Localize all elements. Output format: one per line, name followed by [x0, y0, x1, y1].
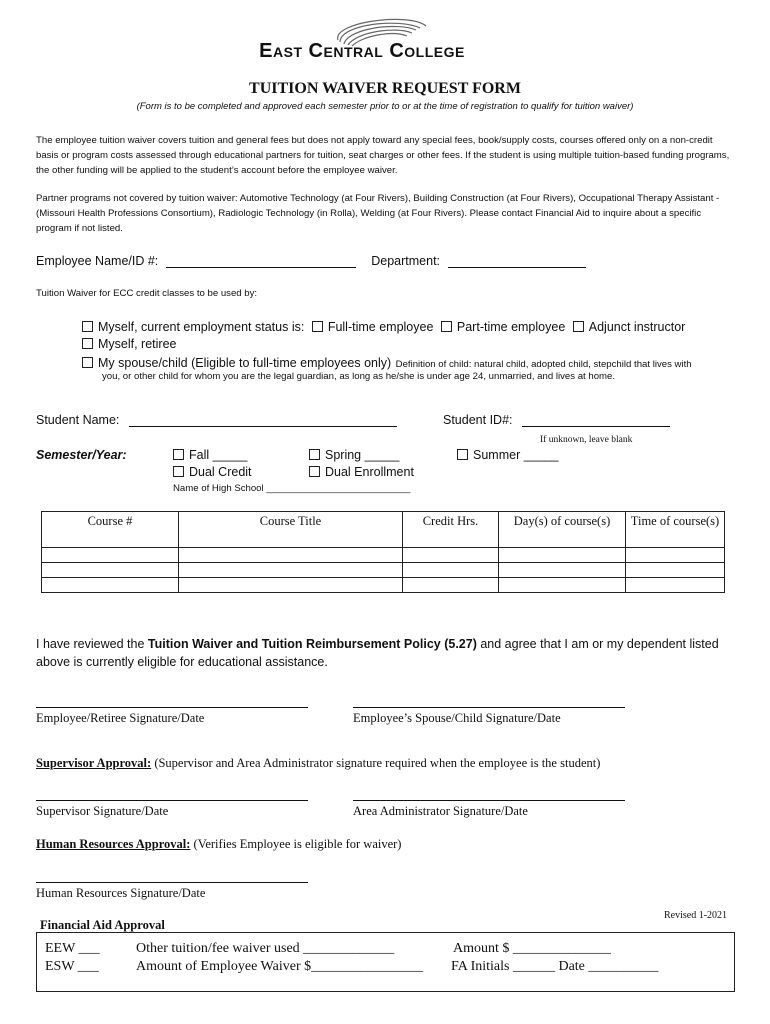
- child-definition-line-2: you, or other child for whom you are the legal guardian, as long as he/she is under age 24, unmarried, and lives at home.: [102, 371, 616, 382]
- student-name-field[interactable]: [129, 426, 397, 427]
- cell-course-number[interactable]: [42, 548, 179, 563]
- high-school-field[interactable]: Name of High School ___________________________: [173, 483, 411, 494]
- cell-days[interactable]: [499, 548, 626, 563]
- cell-course-number[interactable]: [42, 563, 179, 578]
- spouse-signature-line[interactable]: [353, 707, 625, 708]
- agreement-pre: I have reviewed the: [36, 637, 148, 651]
- part-time-label: Part-time employee: [456, 320, 566, 334]
- student-id-note: If unknown, leave blank: [540, 435, 633, 445]
- supervisor-signature-label: Supervisor Signature/Date: [36, 804, 169, 818]
- spouse-signature-label: Employee’s Spouse/Child Signature/Date: [353, 711, 561, 725]
- policy-name: Tuition Waiver and Tuition Reimbursement Policy (5.27): [147, 637, 477, 651]
- table-row: [42, 548, 725, 563]
- hr-signature-line[interactable]: [36, 882, 308, 883]
- supervisor-approval-note: (Supervisor and Area Administrator signature required when the employee is the student): [151, 756, 601, 770]
- header-course-title: Course Title: [179, 512, 403, 548]
- supervisor-signature-line[interactable]: [36, 800, 308, 801]
- summer-option: [457, 448, 558, 462]
- summer-label: Summer _____: [473, 448, 559, 462]
- myself-current-checkbox[interactable]: [82, 321, 93, 332]
- employee-name-label: Employee Name/ID #:: [36, 254, 159, 268]
- myself-current-label: Myself, current employment status is:: [98, 320, 305, 334]
- summer-checkbox[interactable]: [457, 449, 468, 460]
- department-field[interactable]: [448, 267, 586, 268]
- cell-credit-hours[interactable]: [403, 548, 499, 563]
- dual-credit-label: Dual Credit: [189, 465, 252, 479]
- table-row: [42, 578, 725, 593]
- fall-option: [173, 448, 247, 462]
- student-id-field[interactable]: [522, 426, 670, 427]
- cell-time[interactable]: [626, 563, 725, 578]
- spring-label: Spring _____: [325, 448, 400, 462]
- department-label: Department:: [371, 254, 441, 268]
- child-definition-line-1: Definition of child: natural child, adopted child, stepchild that lives with: [395, 359, 692, 370]
- course-table-header: [42, 512, 725, 548]
- cell-course-number[interactable]: [42, 578, 179, 593]
- student-id-row: [443, 413, 670, 427]
- esw-field[interactable]: ESW ___: [45, 959, 99, 974]
- full-time-label: Full-time employee: [327, 320, 434, 334]
- option-retiree: [82, 337, 177, 351]
- header-time: Time of course(s): [626, 512, 725, 548]
- fall-label: Fall _____: [189, 448, 248, 462]
- student-name-row: [36, 413, 397, 427]
- part-time-checkbox[interactable]: [441, 321, 452, 332]
- employee-waiver-amount-field[interactable]: Amount of Employee Waiver $________________: [136, 959, 424, 974]
- student-name-label: Student Name:: [36, 413, 120, 427]
- cell-course-title[interactable]: [179, 578, 403, 593]
- full-time-checkbox[interactable]: [312, 321, 323, 332]
- cell-credit-hours[interactable]: [403, 578, 499, 593]
- header-days: Day(s) of course(s): [499, 512, 626, 548]
- supervisor-approval-row: [36, 756, 600, 771]
- retiree-label: Myself, retiree: [98, 337, 177, 351]
- agreement-post: and agree that I am or my dependent listed above is currently eligible for educational assistance.: [36, 637, 719, 669]
- cell-days[interactable]: [499, 563, 626, 578]
- cell-time[interactable]: [626, 548, 725, 563]
- area-admin-signature-label: Area Administrator Signature/Date: [353, 804, 528, 818]
- employee-signature-label: Employee/Retiree Signature/Date: [36, 711, 205, 725]
- option-spouse-child: [82, 354, 742, 372]
- retiree-checkbox[interactable]: [82, 338, 93, 349]
- employee-signature-line[interactable]: [36, 707, 308, 708]
- form-subtitle: (Form is to be completed and approved each semester prior to or at the time of registration to qualify for tuition waiver): [136, 101, 634, 112]
- intro-paragraph-1: The employee tuition waiver covers tuition and general fees but does not apply toward any special fees, book/supply costs, courses offered only on a non-credit basis or program costs assessed through educational partners for tuition, seat charges or other fees. If the student is using multiple tuition-based funding programs, the other funding will be applied to the student’s account before the employee waiver.: [36, 135, 730, 176]
- adjunct-label: Adjunct instructor: [588, 320, 686, 334]
- course-table: [41, 511, 725, 593]
- hr-signature-label: Human Resources Signature/Date: [36, 886, 206, 900]
- employee-name-field[interactable]: [166, 267, 356, 268]
- adjunct-checkbox[interactable]: [573, 321, 584, 332]
- cell-days[interactable]: [499, 578, 626, 593]
- spring-option: [309, 448, 399, 462]
- student-id-label: Student ID#:: [443, 413, 513, 427]
- other-waiver-field[interactable]: Other tuition/fee waiver used _____________: [136, 941, 395, 956]
- hr-approval-note: (Verifies Employee is eligible for waiver): [190, 837, 402, 851]
- spouse-child-label: My spouse/child (Eligible to full-time employees only): [98, 356, 392, 370]
- dual-credit-checkbox[interactable]: [173, 466, 184, 477]
- semester-label: Semester/Year:: [36, 448, 127, 462]
- area-admin-signature-line[interactable]: [353, 800, 625, 801]
- agreement-statement: [36, 635, 736, 671]
- spouse-child-checkbox[interactable]: [82, 357, 93, 368]
- fa-initials-date-field[interactable]: FA Initials ______ Date __________: [451, 959, 659, 974]
- dual-credit-option: [173, 465, 252, 479]
- supervisor-approval-heading: Supervisor Approval:: [36, 756, 152, 770]
- usage-label: Tuition Waiver for ECC credit classes to be used by:: [36, 288, 258, 299]
- dual-enrollment-label: Dual Enrollment: [325, 465, 414, 479]
- cell-time[interactable]: [626, 578, 725, 593]
- cell-credit-hours[interactable]: [403, 563, 499, 578]
- amount-field[interactable]: Amount $ ______________: [453, 941, 611, 956]
- revision-date: Revised 1-2021: [664, 910, 728, 921]
- dual-enrollment-option: [309, 465, 414, 479]
- spring-checkbox[interactable]: [309, 449, 320, 460]
- financial-aid-heading: Financial Aid Approval: [40, 918, 165, 932]
- intro-paragraph-2: Partner programs not covered by tuition waiver: Automotive Technology (at Four Rivers), Building Construction (at Four Rivers), Occupational Therapy Assistant - (Missouri Health Professions Consortium), Radiologic Technology (in Rolla), Welding (at Four Rivers). Please contact Financial Aid to inquire about a specific program if not listed.: [36, 193, 720, 234]
- cell-course-title[interactable]: [179, 548, 403, 563]
- fall-checkbox[interactable]: [173, 449, 184, 460]
- form-title: TUITION WAIVER REQUEST FORM: [249, 80, 521, 97]
- header-course-number: Course #: [42, 512, 179, 548]
- eew-field[interactable]: EEW ___: [45, 941, 100, 956]
- cell-course-title[interactable]: [179, 563, 403, 578]
- dual-enrollment-checkbox[interactable]: [309, 466, 320, 477]
- hr-approval-heading: Human Resources Approval:: [36, 837, 191, 851]
- college-name: East Central College: [259, 40, 465, 62]
- employee-name-row: [36, 254, 586, 268]
- table-row: [42, 563, 725, 578]
- option-myself-current: [82, 320, 685, 334]
- hr-approval-row: [36, 837, 401, 852]
- header-credit-hours: Credit Hrs.: [403, 512, 499, 548]
